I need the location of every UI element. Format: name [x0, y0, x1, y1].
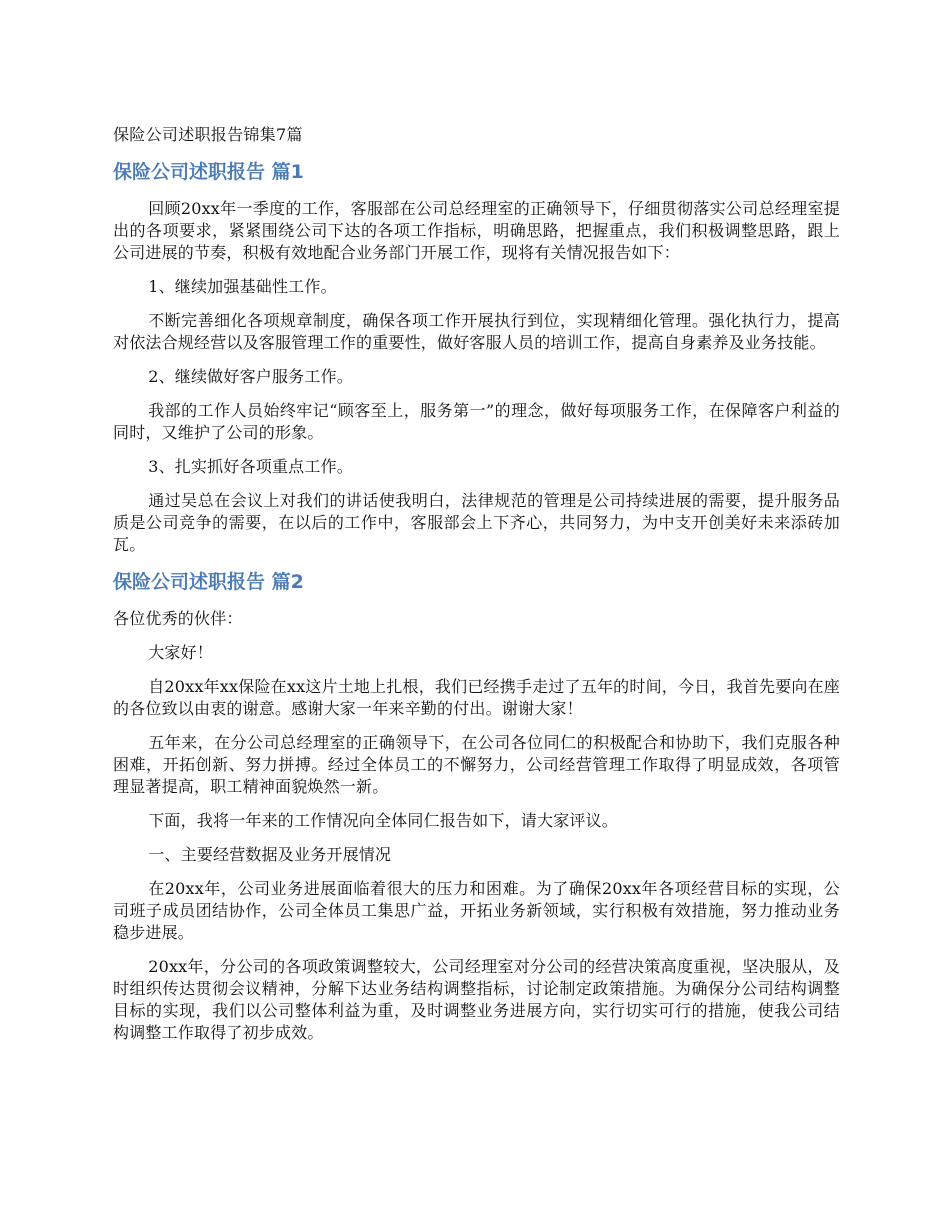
paragraph: 自20xx年xx保险在xx这片土地上扎根，我们已经携手走过了五年的时间，今日，我首先要向在座的各位致以由衷的谢意。感谢大家一年来辛勤的付出。谢谢大家！: [113, 677, 840, 718]
document-title: 保险公司述职报告锦集7篇: [113, 125, 303, 144]
paragraph: 不断完善细化各项规章制度，确保各项工作开展执行到位，实现精细化管理。强化执行力，提高对依法合规经营以及客服管理工作的重要性，做好客服人员的培训工作，提高自身素养及业务技能。: [113, 311, 840, 352]
section-1: [113, 158, 840, 556]
paragraph: 五年来，在分公司总经理室的正确领导下，在公司各位同仁的积极配合和协助下，我们克服各种困难，开拓创新、努力拼搏。经过全体员工的不懈努力，公司经营管理工作取得了明显成效，各项管理显著提高，职工精神面貌焕然一新。: [113, 733, 840, 796]
paragraph: 我部的工作人员始终牢记“顾客至上，服务第一”的理念，做好每项服务工作，在保障客户利益的同时，又维护了公司的形象。: [113, 401, 840, 442]
list-heading: 2、继续做好客户服务工作。: [148, 367, 353, 386]
greeting: 大家好！: [148, 643, 213, 662]
section-heading: 保险公司述职报告 篇2: [113, 571, 304, 593]
list-heading: 1、继续加强基础性工作。: [148, 277, 337, 296]
salutation: 各位优秀的伙伴：: [113, 609, 243, 628]
document-page: [113, 122, 840, 1056]
paragraph: 在20xx年，公司业务进展面临着很大的压力和困难。为了确保20xx年各项经营目标的实现，公司班子成员团结协作，公司全体员工集思广益，开拓业务新领域，实行积极有效措施，努力推动业务稳步进展。: [113, 879, 840, 942]
section-2: [113, 568, 840, 1044]
list-heading: 3、扎实抓好各项重点工作。: [148, 457, 353, 476]
section-heading: 保险公司述职报告 篇1: [113, 161, 304, 183]
paragraph: 20xx年，分公司的各项政策调整较大，公司经理室对分公司的经营决策高度重视，坚决服从，及时组织传达贯彻会议精神，分解下达业务结构调整指标，讨论制定政策措施。为确保分公司结构调整目标的实现，我们以公司整体利益为重，及时调整业务进展方向，实行切实可行的措施，使我公司结构调整工作取得了初步成效。: [113, 957, 840, 1042]
list-heading: 一、主要经营数据及业务开展情况: [148, 845, 392, 864]
paragraph: 回顾20xx年一季度的工作，客服部在公司总经理室的正确领导下，仔细贯彻落实公司总经理室提出的各项要求，紧紧围绕公司下达的各项工作指标，明确思路，把握重点，我们积极调整思路，跟上公司进展的节奏，积极有效地配合业务部门开展工作，现将有关情况报告如下：: [113, 199, 840, 262]
paragraph: 下面，我将一年来的工作情况向全体同仁报告如下，请大家评议。: [148, 811, 618, 830]
paragraph: 通过吴总在会议上对我们的讲话使我明白，法律规范的管理是公司持续进展的需要，提升服务品质是公司竞争的需要，在以后的工作中，客服部会上下齐心，共同努力，为中支开创美好未来添砖加瓦。: [113, 491, 840, 554]
